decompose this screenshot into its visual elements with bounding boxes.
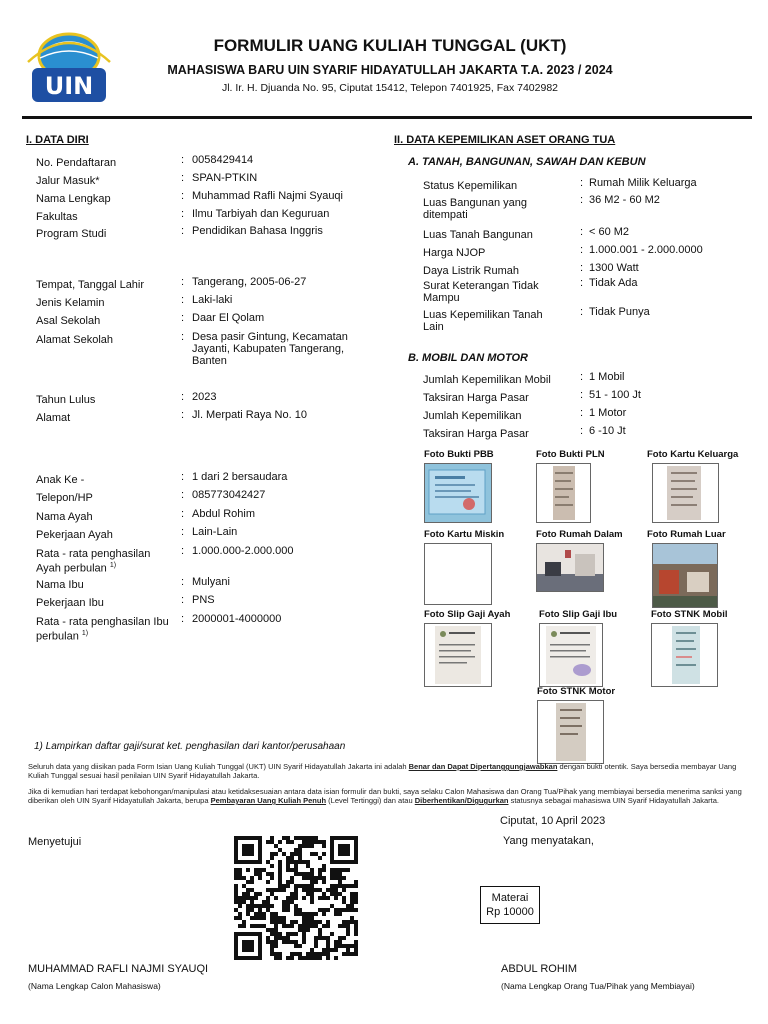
field-separator: : xyxy=(181,172,185,184)
field-label-text: Jalur Masuk* xyxy=(36,175,100,187)
field-label xyxy=(36,228,176,240)
field-value: Lain-Lain xyxy=(192,526,238,538)
parent-caption: (Nama Lengkap Orang Tua/Pihak yang Membiayai) xyxy=(501,981,695,991)
field-label xyxy=(36,597,176,609)
parent-name: ABDUL ROHIM xyxy=(501,963,577,975)
field-value: Ilmu Tarbiyah dan Keguruan xyxy=(192,208,330,220)
field-separator: : xyxy=(580,194,584,206)
field-value: 1 dari 2 bersaudara xyxy=(192,471,288,483)
field-label-text: Luas Tanah Bangunan xyxy=(423,229,533,241)
field-separator: : xyxy=(181,276,185,288)
field-separator: : xyxy=(181,391,185,403)
field-value: Rumah Milik Keluarga xyxy=(589,177,697,189)
field-separator: : xyxy=(181,594,185,606)
statement-paragraph-1 xyxy=(28,762,746,780)
photo-label-pln: Foto Bukti PLN xyxy=(536,449,605,460)
field-label-text: Program Studi xyxy=(36,228,107,240)
field-separator: : xyxy=(580,277,584,289)
student-caption: (Nama Lengkap Calon Mahasiswa) xyxy=(28,981,161,991)
field-label-text: Alamat xyxy=(36,412,71,424)
field-label-text: Harga NJOP xyxy=(423,247,486,259)
form-title: FORMULIR UANG KULIAH TUNGGAL (UKT) xyxy=(213,36,567,55)
field-label-text: Fakultas xyxy=(36,211,78,223)
field-label xyxy=(423,374,573,386)
field-label xyxy=(423,392,573,404)
photo-label-slip-ayah: Foto Slip Gaji Ayah xyxy=(424,609,511,620)
income-footnote: 1) Lampirkan daftar gaji/surat ket. penghasilan dari kantor/perusahaan xyxy=(34,741,346,752)
student-name: MUHAMMAD RAFLI NAJMI SYAUQI xyxy=(28,963,209,975)
field-label xyxy=(36,492,176,504)
materai-line-2: Rp 10000 xyxy=(486,906,534,918)
field-label-text: Status Kepemilikan xyxy=(423,180,518,192)
field-label xyxy=(36,579,176,591)
section-data-diri-heading: I. DATA DIRI xyxy=(26,134,89,146)
field-label xyxy=(36,297,176,309)
field-value: 085773042427 xyxy=(192,489,266,501)
statement-2-emphasis-1: Pembayaran Uang Kuliah Penuh xyxy=(210,796,327,805)
photo-rumah-dalam[interactable] xyxy=(536,543,604,592)
field-value: Tangerang, 2005-06-27 xyxy=(192,276,307,288)
photo-rumah-luar[interactable] xyxy=(652,543,718,608)
field-label xyxy=(36,394,176,406)
field-label-text: Jumlah Kepemilikan xyxy=(423,410,522,422)
declare-label: Yang menyatakan, xyxy=(503,835,594,847)
field-value: Muhammad Rafli Najmi Syauqi xyxy=(192,190,343,202)
field-label-text: No. Pendaftaran xyxy=(36,157,117,169)
field-separator: : xyxy=(181,471,185,483)
field-value: 2023 xyxy=(192,391,217,403)
field-label xyxy=(36,511,176,523)
field-value: Desa pasir Gintung, Kecamatan Jayanti, Kabupaten Tangerang, Banten xyxy=(192,331,348,367)
field-separator: : xyxy=(181,154,185,166)
field-value: Jl. Merpati Raya No. 10 xyxy=(192,409,307,421)
field-separator: : xyxy=(580,371,584,383)
photo-slip-gaji-ayah[interactable] xyxy=(424,623,492,687)
field-label xyxy=(36,279,176,291)
field-label xyxy=(36,193,176,205)
field-separator: : xyxy=(181,294,185,306)
field-value: Abdul Rohim xyxy=(192,508,255,520)
statement-2-text-end: statusnya sebagai mahasiswa UIN Syarif Hidayatullah Jakarta. xyxy=(508,796,720,805)
qr-code xyxy=(234,836,362,960)
field-value: 1.000.001 - 2.000.0000 xyxy=(589,244,703,256)
field-label-text: Nama Lengkap xyxy=(36,193,111,205)
photo-label-kk: Foto Kartu Keluarga xyxy=(647,449,739,460)
field-value: 36 M2 - 60 M2 xyxy=(589,194,660,206)
footnote-marker: 1) xyxy=(81,630,89,637)
field-label xyxy=(36,412,176,424)
photo-kartu-miskin[interactable] xyxy=(424,543,492,605)
statement-1-text-end: dengan bukti otentik. Saya bersedia membayar Uang Kuliah Tunggal sesuai hasil penilaian UIN Syarif Hidayatullah Jakarta. xyxy=(28,762,737,780)
photo-label-rumah-dalam: Foto Rumah Dalam xyxy=(536,529,623,540)
field-label-text: Tahun Lulus xyxy=(36,394,96,406)
kendaraan-heading: B. MOBIL DAN MOTOR xyxy=(408,352,528,364)
photo-label-stnk-mobil: Foto STNK Mobil xyxy=(651,609,728,620)
photo-stnk-motor[interactable] xyxy=(537,700,604,764)
field-separator: : xyxy=(181,489,185,501)
field-separator: : xyxy=(181,545,185,557)
data-diri-table xyxy=(36,0,376,760)
place-date: Ciputat, 10 April 2023 xyxy=(500,815,606,827)
field-value: < 60 M2 xyxy=(589,226,630,238)
field-separator: : xyxy=(181,331,185,343)
field-separator: : xyxy=(580,226,584,238)
field-label-text: Pekerjaan Ayah xyxy=(36,529,113,541)
field-label-text: Telepon/HP xyxy=(36,492,93,504)
field-separator: : xyxy=(580,425,584,437)
field-value: Mulyani xyxy=(192,576,230,588)
field-separator: : xyxy=(580,306,584,318)
materai-stamp xyxy=(480,886,540,924)
field-label xyxy=(36,529,176,541)
field-value: SPAN-PTKIN xyxy=(192,172,258,184)
field-separator: : xyxy=(181,526,185,538)
field-label-text: Rata - rata penghasilan Ayah perbulan xyxy=(36,548,151,575)
statement-1-text: Seluruh data yang diisikan pada Form Isian Uang Kuliah Tunggal (UKT) UIN Syarif Hidayatullah Jakarta ini adalah xyxy=(28,762,409,771)
field-value: Daar El Qolam xyxy=(192,312,265,324)
field-separator: : xyxy=(580,244,584,256)
field-label xyxy=(36,474,176,486)
photo-label-stnk-motor: Foto STNK Motor xyxy=(537,686,616,697)
field-separator: : xyxy=(181,576,185,588)
field-value: Pendidikan Bahasa Inggris xyxy=(192,225,323,237)
kendaraan-table xyxy=(423,0,753,460)
field-label-text: Pekerjaan Ibu xyxy=(36,597,104,609)
footnote-marker: 1) xyxy=(109,562,117,569)
field-value: 51 - 100 Jt xyxy=(589,389,641,401)
field-label-text: Jumlah Kepemilikan Mobil xyxy=(423,374,551,386)
field-separator: : xyxy=(580,177,584,189)
field-label-text: Tempat, Tanggal Lahir xyxy=(36,279,145,291)
field-label xyxy=(36,315,176,327)
field-label-text: Luas Bangunan yang ditempati xyxy=(423,197,527,221)
logo-text: UIN xyxy=(44,72,94,100)
field-separator: : xyxy=(181,190,185,202)
field-value: PNS xyxy=(192,594,215,606)
photo-bukti-pln[interactable] xyxy=(536,463,591,523)
field-separator: : xyxy=(580,407,584,419)
section-aset-heading: II. DATA KEPEMILIKAN ASET ORANG TUA xyxy=(394,134,616,146)
institution-address: Jl. Ir. H. Djuanda No. 95, Ciputat 15412, Telepon 7401925, Fax 7402982 xyxy=(221,82,559,94)
field-label-text: Nama Ayah xyxy=(36,511,93,523)
field-separator: : xyxy=(181,613,185,625)
field-label-text: Rata - rata penghasilan Ibu perbulan xyxy=(36,616,169,643)
field-label-text: Jenis Kelamin xyxy=(36,297,105,309)
field-label-text: Luas Kepemilikan Tanah Lain xyxy=(423,309,543,333)
field-value: 2000001-4000000 xyxy=(192,613,282,625)
field-label-text: Surat Keterangan Tidak Mampu xyxy=(423,280,539,304)
statement-2-text: Jika di kemudian hari terdapat kebohongan/manipulasi atau ketidaksesuaian antara data isian formulir dan bukti, saya selaku Calon Mahasiswa dan Orang Tua/Pihak yang membiayai bersedia menerima sanksi yang diberikan oleh UIN Syarif Hidayatullah Jakarta, berupa xyxy=(28,787,742,805)
field-value: 1300 Watt xyxy=(589,262,639,274)
statement-1-emphasis: Benar dan Dapat Dipertanggungjawabkan xyxy=(408,762,558,771)
approve-label: Menyetujui xyxy=(28,836,82,848)
statement-paragraph-2 xyxy=(28,787,746,805)
field-value: 1 Motor xyxy=(589,407,627,419)
materai-line-1: Materai xyxy=(491,892,529,904)
field-value: 1 Mobil xyxy=(589,371,625,383)
field-separator: : xyxy=(181,208,185,220)
field-value: Tidak Ada xyxy=(589,277,638,289)
field-label-text: Daya Listrik Rumah xyxy=(423,265,519,277)
tanah-heading: A. TANAH, BANGUNAN, SAWAH DAN KEBUN xyxy=(408,156,646,168)
field-label xyxy=(36,548,176,575)
form-subtitle: MAHASISWA BARU UIN SYARIF HIDAYATULLAH JAKARTA T.A. 2023 / 2024 xyxy=(167,63,613,77)
field-value: 1.000.000-2.000.000 xyxy=(192,545,294,557)
field-label-text: Asal Sekolah xyxy=(36,315,101,327)
photo-label-kartu-miskin: Foto Kartu Miskin xyxy=(424,529,505,540)
field-value: 6 -10 Jt xyxy=(589,425,626,437)
field-value: 0058429414 xyxy=(192,154,254,166)
field-label-text: Taksiran Harga Pasar xyxy=(423,428,529,440)
field-separator: : xyxy=(580,262,584,274)
statement-2-emphasis-2: Diberhentikan/Digugurkan xyxy=(414,796,509,805)
field-separator: : xyxy=(181,225,185,237)
field-label-text: Taksiran Harga Pasar xyxy=(423,392,529,404)
field-label xyxy=(36,334,176,346)
photo-label-pbb: Foto Bukti PBB xyxy=(424,449,494,460)
photo-stnk-mobil[interactable] xyxy=(651,623,718,687)
photo-bukti-pbb[interactable] xyxy=(424,463,492,523)
field-separator: : xyxy=(181,508,185,520)
photo-kartu-keluarga[interactable] xyxy=(652,463,719,523)
photo-label-rumah-luar: Foto Rumah Luar xyxy=(647,529,726,540)
field-label xyxy=(423,428,573,440)
field-separator: : xyxy=(181,409,185,421)
photo-label-slip-ibu: Foto Slip Gaji Ibu xyxy=(539,609,618,620)
field-value: Tidak Punya xyxy=(589,306,650,318)
field-value: Laki-laki xyxy=(192,294,233,306)
field-label xyxy=(36,175,176,187)
field-label xyxy=(423,410,573,422)
statement-2-text-mid: (Level Tertinggi) dan atau xyxy=(326,796,415,805)
field-label xyxy=(36,157,176,169)
field-label-text: Alamat Sekolah xyxy=(36,334,114,346)
field-separator: : xyxy=(181,312,185,324)
field-label xyxy=(36,211,176,223)
field-separator: : xyxy=(580,389,584,401)
field-label-text: Nama Ibu xyxy=(36,579,84,591)
photo-slip-gaji-ibu[interactable] xyxy=(539,623,603,687)
field-label xyxy=(36,616,176,643)
field-label-text: Anak Ke - xyxy=(36,474,85,486)
